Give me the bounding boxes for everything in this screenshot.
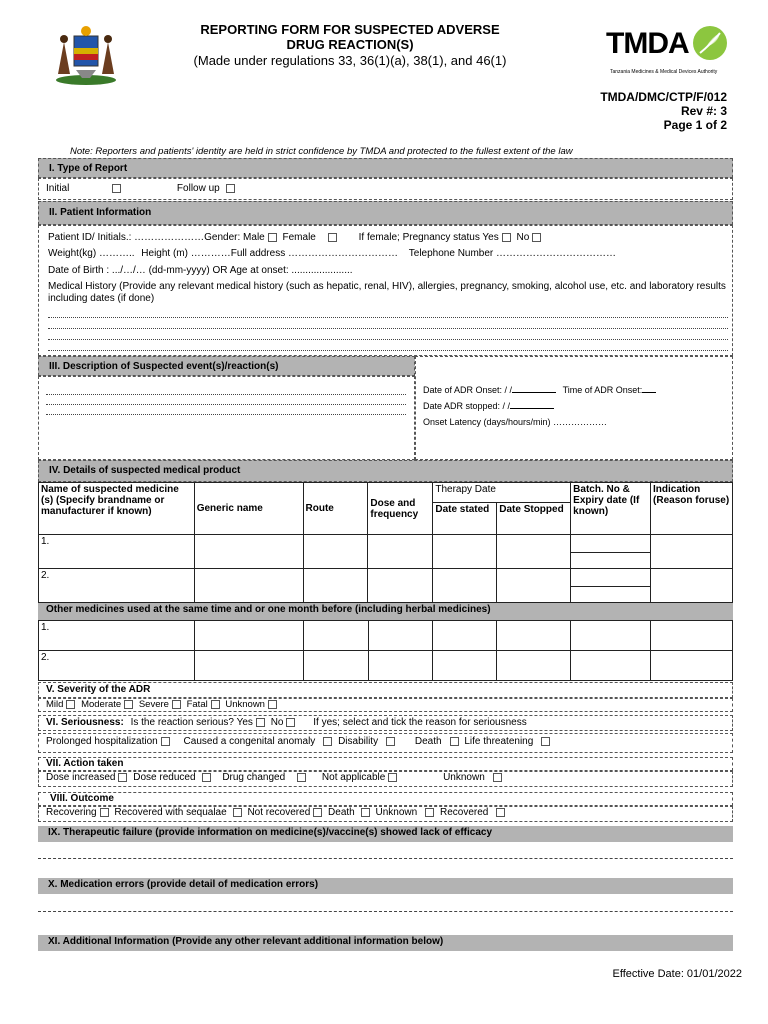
therapeutic-failure-line[interactable]: [38, 858, 733, 859]
table-row: 1.: [39, 535, 733, 569]
dose-increased-checkbox[interactable]: [118, 773, 127, 782]
col-generic: Generic name: [194, 483, 303, 535]
male-checkbox[interactable]: [268, 233, 277, 242]
additional-info-header: XI. Additional Information (Provide any other relevant additional information below): [38, 935, 733, 951]
severity-options: Mild Moderate Severe Fatal Unknown: [38, 698, 733, 712]
serious-yes-checkbox[interactable]: [256, 718, 265, 727]
section-type-of-report-header: I. Type of Report: [38, 158, 733, 178]
action-taken-header: VII. Action taken: [38, 757, 733, 771]
history-line-2[interactable]: [48, 328, 728, 329]
other-medicines-header: Other medicines used at the same time and or one month before (including herbal medicines): [38, 603, 733, 620]
outcome-options: Recovering Recovered with sequalae Not recovered Death Unknown Recovered: [38, 806, 733, 822]
follow-up-label: Follow up: [176, 183, 220, 194]
severity-unknown-checkbox[interactable]: [268, 700, 277, 709]
confidentiality-note: Note: Reporters and patients' identity are held in strict confidence by TMDA and protected to the fullest extent of the law: [70, 146, 573, 157]
medication-errors-header: X. Medication errors (provide detail of medication errors): [38, 878, 733, 894]
tmda-tagline: Tanzania Medicines & Medical Devices Authority: [610, 69, 718, 75]
col-indication: Indication (Reason foruse): [651, 483, 733, 535]
form-subtitle: (Made under regulations 33, 36(1)(a), 38(1), and 46(1): [193, 53, 507, 68]
form-title-line1: REPORTING FORM FOR SUSPECTED ADVERSE: [200, 22, 500, 37]
col-medicine-name: Name of suspected medicine (s) (Specify brandname or manufacturer if known): [39, 483, 195, 535]
action-taken-options: Dose increased Dose reduced Drug changed Not applicable Unknown: [38, 771, 733, 787]
death-checkbox[interactable]: [450, 737, 459, 746]
coat-of-arms-logo: [50, 22, 122, 86]
therapeutic-failure-header: IX. Therapeutic failure (provide information on medicine(s)/vaccine(s) showed lack of efficacy: [38, 826, 733, 842]
follow-up-checkbox[interactable]: [226, 184, 235, 193]
life-threatening-checkbox[interactable]: [541, 737, 550, 746]
suspected-medicine-table: [38, 482, 733, 603]
severity-header: V. Severity of the ADR: [38, 682, 733, 698]
description-box-left: [38, 376, 415, 460]
section-medical-product-header: IV. Details of suspected medical product: [38, 460, 733, 482]
table-row: 2.: [39, 569, 733, 603]
form-title-line2: DRUG REACTION(S): [286, 37, 414, 52]
tmda-logo: [606, 25, 736, 80]
pregnancy-no-checkbox[interactable]: [532, 233, 541, 242]
col-date-stopped: Date Stopped: [497, 503, 571, 535]
sequalae-checkbox[interactable]: [233, 808, 242, 817]
drug-changed-checkbox[interactable]: [297, 773, 306, 782]
history-line-4[interactable]: [48, 350, 728, 351]
female-checkbox[interactable]: [328, 233, 337, 242]
recovered-checkbox[interactable]: [496, 808, 505, 817]
revision: Rev #: 3: [680, 104, 727, 118]
col-therapy-date: Therapy Date: [433, 483, 571, 503]
section-patient-info-header: II. Patient Information: [38, 201, 733, 225]
history-line-1[interactable]: [48, 317, 728, 318]
history-line-3[interactable]: [48, 339, 728, 340]
prolonged-checkbox[interactable]: [161, 737, 170, 746]
congenital-checkbox[interactable]: [323, 737, 332, 746]
page-number: Page 1 of 2: [663, 118, 727, 132]
not-applicable-checkbox[interactable]: [388, 773, 397, 782]
col-dose: Dose and frequency: [368, 483, 433, 535]
medical-history-label: Medical History (Provide any relevant medical history (such as hepatic, renal, HIV), allergies, pregnancy, smoking, alcohol use, etc. and laboratory results including dates (if done): [48, 281, 726, 304]
action-unknown-checkbox[interactable]: [493, 773, 502, 782]
fatal-checkbox[interactable]: [211, 700, 220, 709]
weight-line: Weight(kg) ……….. Height (m) …………Full address …………………………… Telephone Number ………………………………: [48, 248, 617, 259]
other-medicines-table: [38, 620, 733, 681]
moderate-checkbox[interactable]: [124, 700, 133, 709]
severe-checkbox[interactable]: [172, 700, 181, 709]
col-route: Route: [303, 483, 368, 535]
initial-label: Initial: [46, 183, 70, 194]
onset-latency: Onset Latency (days/hours/min) ………………: [423, 417, 608, 427]
description-line-1[interactable]: [46, 394, 406, 395]
outcome-death-checkbox[interactable]: [361, 808, 370, 817]
batch-divider-2: [571, 586, 651, 587]
col-batch: Batch. No & Expiry date (If known): [571, 483, 651, 535]
dose-reduced-checkbox[interactable]: [202, 773, 211, 782]
pregnancy-yes-checkbox[interactable]: [502, 233, 511, 242]
seriousness-header: VI. Seriousness: Is the reaction serious? Yes No If yes; select and tick the reason for seriousness: [38, 715, 733, 731]
adr-onset-date: Date of ADR Onset: / / Time of ADR Onset:: [423, 385, 656, 395]
outcome-unknown-checkbox[interactable]: [425, 808, 434, 817]
description-line-2[interactable]: [46, 404, 406, 405]
not-recovered-checkbox[interactable]: [313, 808, 322, 817]
recovering-checkbox[interactable]: [100, 808, 109, 817]
mild-checkbox[interactable]: [66, 700, 75, 709]
adr-stopped-date: Date ADR stopped: / /: [423, 401, 554, 411]
table-row: 2.: [39, 651, 733, 681]
description-line-3[interactable]: [46, 414, 406, 415]
patient-id-line: Patient ID/ Initials.: …………………Gender: Male Female If female; Pregnancy status Yes No: [48, 232, 544, 243]
table-row: 1.: [39, 621, 733, 651]
outcome-header: VIII. Outcome: [38, 792, 733, 806]
doc-code: TMDA/DMC/CTP/F/012: [600, 90, 727, 104]
disability-checkbox[interactable]: [386, 737, 395, 746]
batch-divider-1: [571, 552, 651, 553]
col-date-started: Date stated: [433, 503, 497, 535]
tmda-logo-text: TMDA: [606, 27, 689, 60]
serious-no-checkbox[interactable]: [286, 718, 295, 727]
dob-line: Date of Birth : .../…/… (dd-mm-yyyy) OR Age at onset: ......................: [48, 265, 353, 276]
initial-checkbox[interactable]: [112, 184, 121, 193]
seriousness-options: Prolonged hospitalization Caused a congenital anomaly Disability Death Life threatening: [38, 733, 733, 753]
medication-errors-line[interactable]: [38, 911, 733, 912]
leaf-icon: [692, 25, 728, 61]
effective-date: Effective Date: 01/01/2022: [612, 968, 742, 980]
section-description-header: III. Description of Suspected event(s)/reaction(s): [38, 356, 415, 376]
type-of-report-row: [38, 178, 733, 200]
